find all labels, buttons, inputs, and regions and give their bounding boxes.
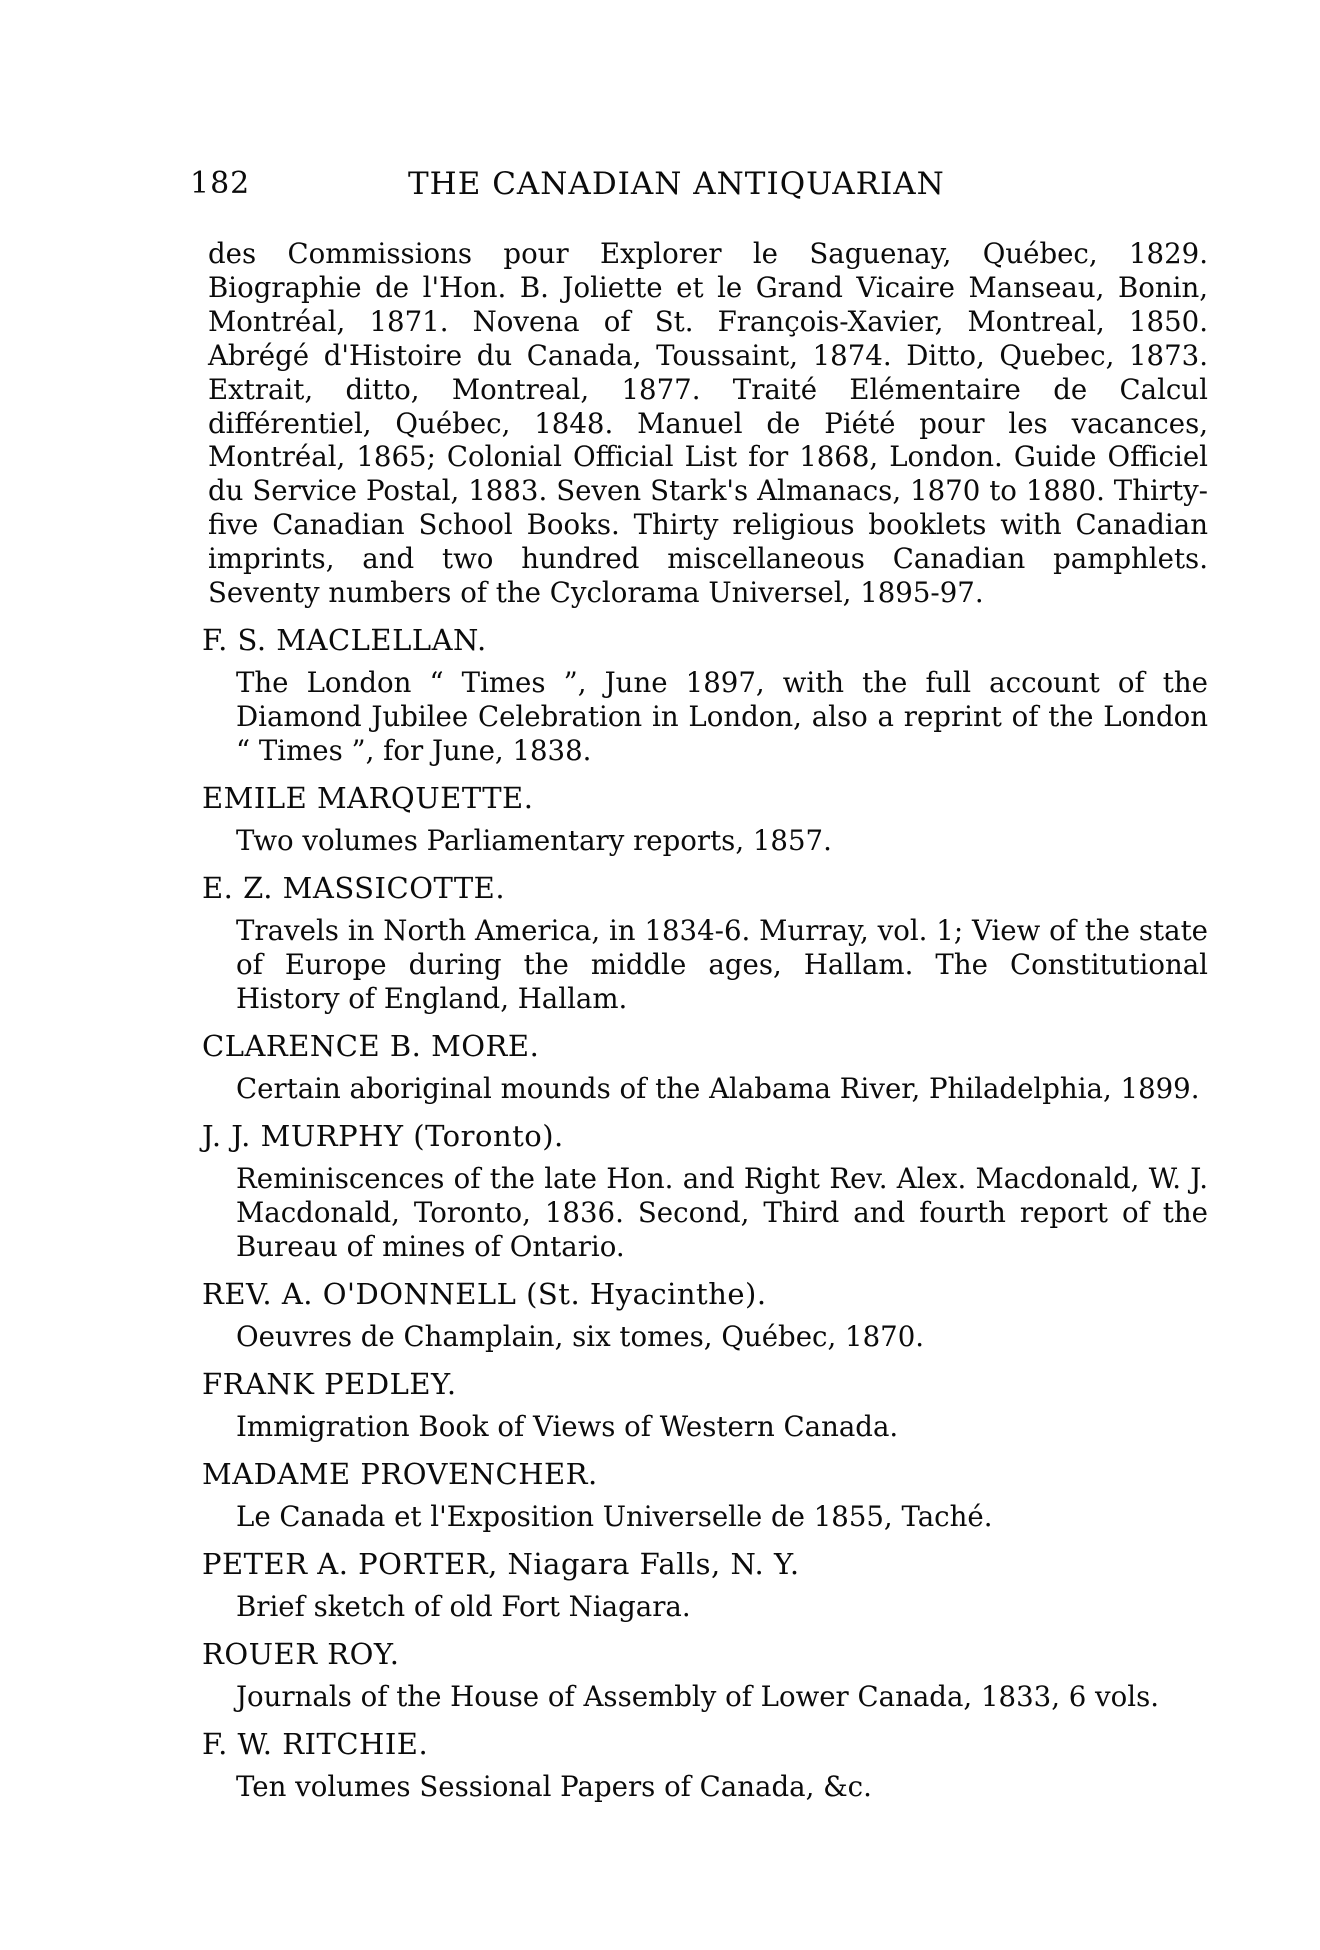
donor-entry — [202, 1725, 1208, 1804]
donation-description: Reminiscences of the late Hon. and Right Rev. Alex. Macdonald, W. J. Macdonald, Toronto, 1836. Second, Third and fourth report of the Bureau of mines of Ontario. — [236, 1161, 1208, 1263]
donor-entry — [202, 1455, 1208, 1534]
donor-name: FRANK PEDLEY. — [202, 1366, 457, 1401]
donation-description: Journals of the House of Assembly of Lower Canada, 1833, 6 vols. — [236, 1679, 1160, 1713]
donor-entry — [202, 779, 1208, 858]
donation-description: Certain aboriginal mounds of the Alabama River, Philadelphia, 1899. — [236, 1071, 1200, 1105]
donation-description: Travels in North America, in 1834-6. Murray, vol. 1; View of the state of Europe during the middle ages, Hallam. The Constitutional History of England, Hallam. — [236, 913, 1208, 1015]
donor-name: EMILE MARQUETTE. — [202, 780, 534, 815]
donation-description: Brief sketch of old Fort Niagara. — [236, 1589, 691, 1623]
continuation-paragraph: des Commissions pour Explorer le Saguenay, Québec, 1829. Biographie de l'Hon. B. Joliette et le Grand Vicaire Manseau, Bonin, Montréal, 1871. Novena of St. François-Xavier, Montreal, 1850. Abrégé d'Histoire du Canada, Toussaint, 1874. Ditto, Quebec, 1873. Extrait, ditto, Montreal, 1877. Traité Elémentaire de Calcul différentiel, Québec, 1848. Manuel de Piété pour les vacances, Montréal, 1865; Colonial Official List for 1868, London. Guide Officiel du Service Postal, 1883. Seven Stark's Almanacs, 1870 to 1880. Thirty-five Canadian School Books. Thirty religious booklets with Canadian imprints, and two hundred miscellaneous Canadian pamphlets. Seventy numbers of the Cyclorama Universel, 1895-97. — [208, 237, 1208, 610]
donor-name: F. S. MACLELLAN. — [202, 622, 487, 657]
donor-entry — [202, 1275, 1208, 1354]
page-body — [202, 237, 1208, 1804]
donor-entry — [202, 869, 1208, 1016]
donation-description: Oeuvres de Champlain, six tomes, Québec, 1870. — [236, 1319, 925, 1353]
donor-name: F. W. RITCHIE. — [202, 1726, 429, 1761]
donor-name: REV. A. O'DONNELL (St. Hyacinthe). — [202, 1276, 767, 1311]
donor-entry — [202, 1365, 1208, 1444]
donor-name: PETER A. PORTER, Niagara Falls, N. Y. — [202, 1546, 800, 1581]
donor-entry — [202, 1117, 1208, 1264]
donation-description: Immigration Book of Views of Western Canada. — [236, 1409, 899, 1443]
page-number: 182 — [190, 166, 251, 201]
donation-description: Two volumes Parliamentary reports, 1857. — [236, 823, 832, 857]
donation-description: Ten volumes Sessional Papers of Canada, &c. — [236, 1769, 872, 1803]
donor-entry — [202, 1545, 1208, 1624]
donor-entry — [202, 1635, 1208, 1714]
donor-name: E. Z. MASSICOTTE. — [202, 870, 506, 905]
donor-entry — [202, 621, 1208, 768]
donation-description: The London “ Times ”, June 1897, with the full account of the Diamond Jubilee Celebration in London, also a reprint of the London “ Times ”, for June, 1838. — [236, 665, 1208, 767]
donor-name: J. J. MURPHY (Toronto). — [202, 1118, 564, 1153]
donor-name: MADAME PROVENCHER. — [202, 1456, 598, 1491]
donation-description: Le Canada et l'Exposition Universelle de 1855, Taché. — [236, 1499, 993, 1533]
donor-entry — [202, 1027, 1208, 1106]
donor-name: ROUER ROY. — [202, 1636, 400, 1671]
running-title: THE CANADIAN ANTIQUARIAN — [408, 166, 945, 202]
donor-name: CLARENCE B. MORE. — [202, 1028, 540, 1063]
page-header — [190, 166, 1150, 210]
